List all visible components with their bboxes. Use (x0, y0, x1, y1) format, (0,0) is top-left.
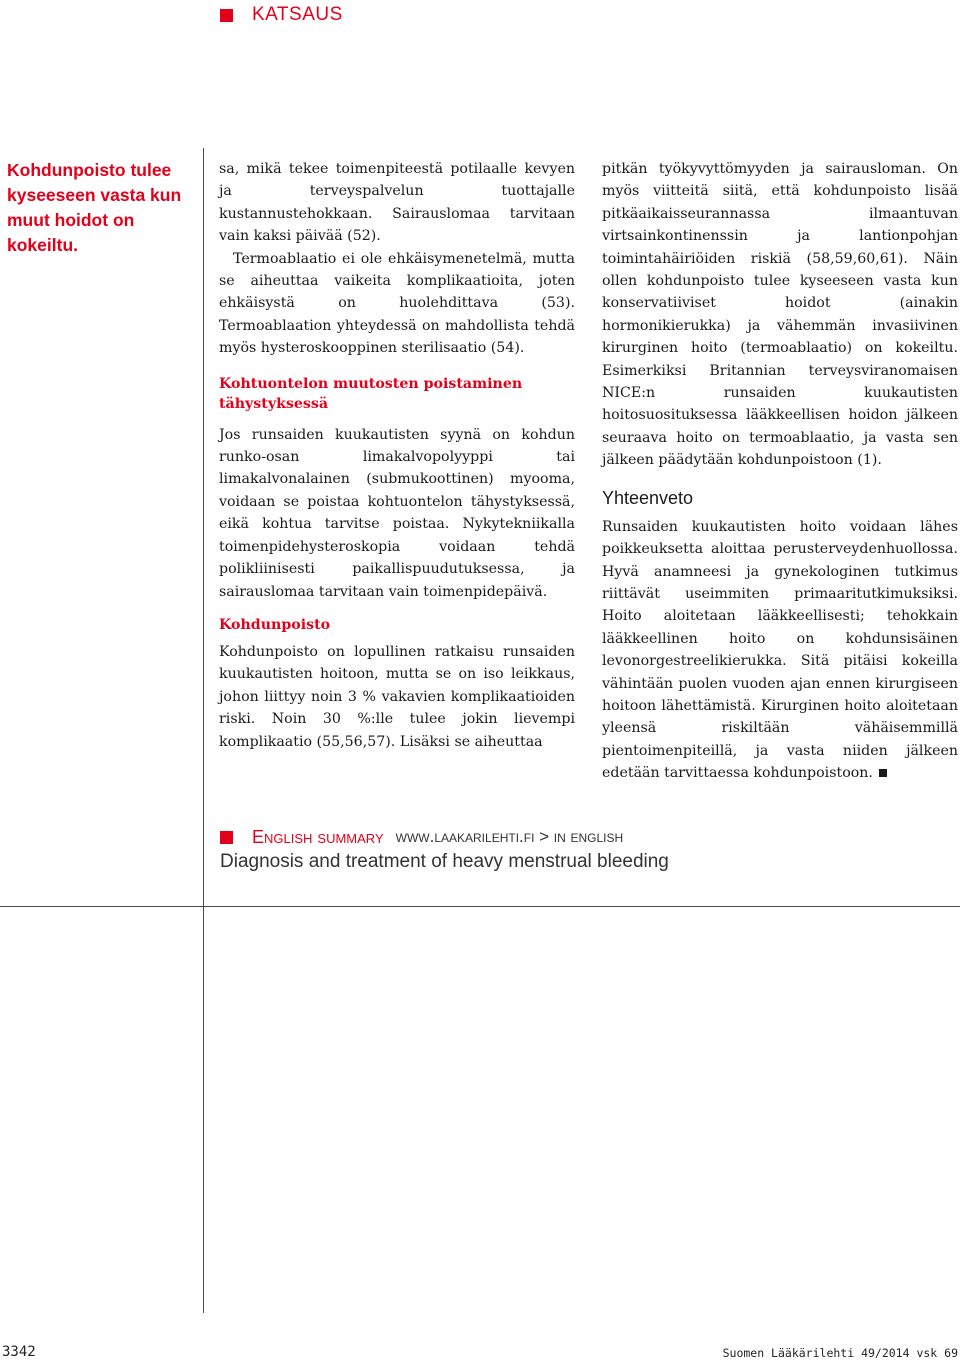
english-summary (220, 825, 669, 873)
column-divider (203, 148, 204, 1313)
end-mark-icon (879, 769, 887, 777)
paragraph: pitkän työkyvyttömyyden ja sairausloman. On myös viitteitä siitä, että kohdunpoisto lisää pitkäaikaisseurannassa ilmaantuvan virtsainkontinenssin ja lantionpohjan toimintahäiriöiden riskiä (58,59,60,61). Näin ollen kohdunpoisto tulee kyseeseen vasta kun konservatiiviset hoidot (ainakin hormonikierukka) ja vähemmän invasiivinen kirurginen hoito (termoablaatio) on kokeiltu. Esimerkiksi Britannian terveysviranomaisen NICE:n runsaiden kuukautisten hoitosuosituksessa lääkkeellisen hoidon jälkeen seuraava hoito on termoablaatio, ja vasta sen jälkeen päädytään kohdunpoistoon (1). (602, 161, 958, 469)
page-number: 3342 (2, 1344, 36, 1360)
subheading-summary: Yhteenveto (602, 487, 694, 508)
paragraph: Termoablaatio ei ole ehkäisymenetelmä, mutta se aiheuttaa vaikeita komplikaatioita, joten ehkäisystä on huolehdittava (53). Termoablaation yhteydessä on mahdollista tehdä myös hysteroskooppinen sterilisaatio (54). (219, 250, 575, 357)
subheading: Kohdunpoisto (219, 616, 331, 633)
subheading: Kohtuontelon muutosten poistaminen tähystyksessä (219, 375, 523, 412)
paragraph: Kohdunpoisto on lopullinen ratkaisu runsaiden kuukautisten hoitoon, mutta se on iso leikkaus, johon liittyy noin 3 % vakavien komplikaatioiden riski. Noin 30 %:lle tulee jokin lievempi komplikaatio (55,56,57). Lisäksi se aiheuttaa (219, 643, 575, 750)
paragraph: Jos runsaiden kuukautisten syynä on kohdun runko-osan limakalvopolyyppi tai limakalvonalainen (submukoottinen) myooma, voidaan se poistaa kohtuontelon tähystyksessä, eikä kohtua tarvitse poistaa. Nykytekniikalla toimenpidehysteroskopia voidaan tehdä polikliinisesti paikallispuudutuksessa, ja sairauslomaa tarvitaan vain toimenpidepäivä. (219, 426, 575, 600)
section-label: KATSAUS (252, 4, 343, 25)
summary-label: English summary (252, 826, 384, 847)
red-square-icon (220, 9, 233, 22)
horizontal-rule (0, 906, 960, 907)
article-column-right (602, 158, 958, 785)
article-column-middle (219, 158, 575, 753)
paragraph-text: Runsaiden kuukautisten hoito voidaan lähes poikkeuksetta aloittaa perusterveydenhuollossa. Hyvä anamneesi ja gynekologinen tutkimus riittävät useimmiten primaaritutkimuksiksi. Hoito aloitetaan lääkkeellisesti; tehokkain lääkkeellinen hoito on kohdunsisäinen levonorgestreelikierukka. Sitä pitäisi kokeilla vähintään puolen vuoden ajan ennen kirurgiseen hoitoon lähettämistä. Kirurginen hoito aloitetaan yleensä riskiltään vähäisemmillä pientoimenpiteillä, ja vasta niiden jälkeen edetään tarvittaessa kohdunpoistoon. (602, 518, 958, 782)
summary-link[interactable]: www.laakarilehti.fi > in english (395, 827, 624, 846)
section-header (220, 2, 343, 28)
pullquote: Kohdunpoisto tulee kyseeseen vasta kun muut hoidot on kokeiltu. (7, 160, 182, 255)
red-square-icon (220, 831, 233, 844)
summary-title: Diagnosis and treatment of heavy menstrual bleeding (220, 851, 669, 872)
paragraph-final (602, 516, 958, 785)
paragraph: sa, mikä tekee toimenpiteestä potilaalle kevyen ja terveyspalvelun tuottajalle kustannustehokkaan. Sairauslomaa tarvitaan vain kaksi päivää (52). (219, 161, 575, 245)
journal-footer: Suomen Lääkärilehti 49/2014 vsk 69 (722, 1346, 958, 1360)
